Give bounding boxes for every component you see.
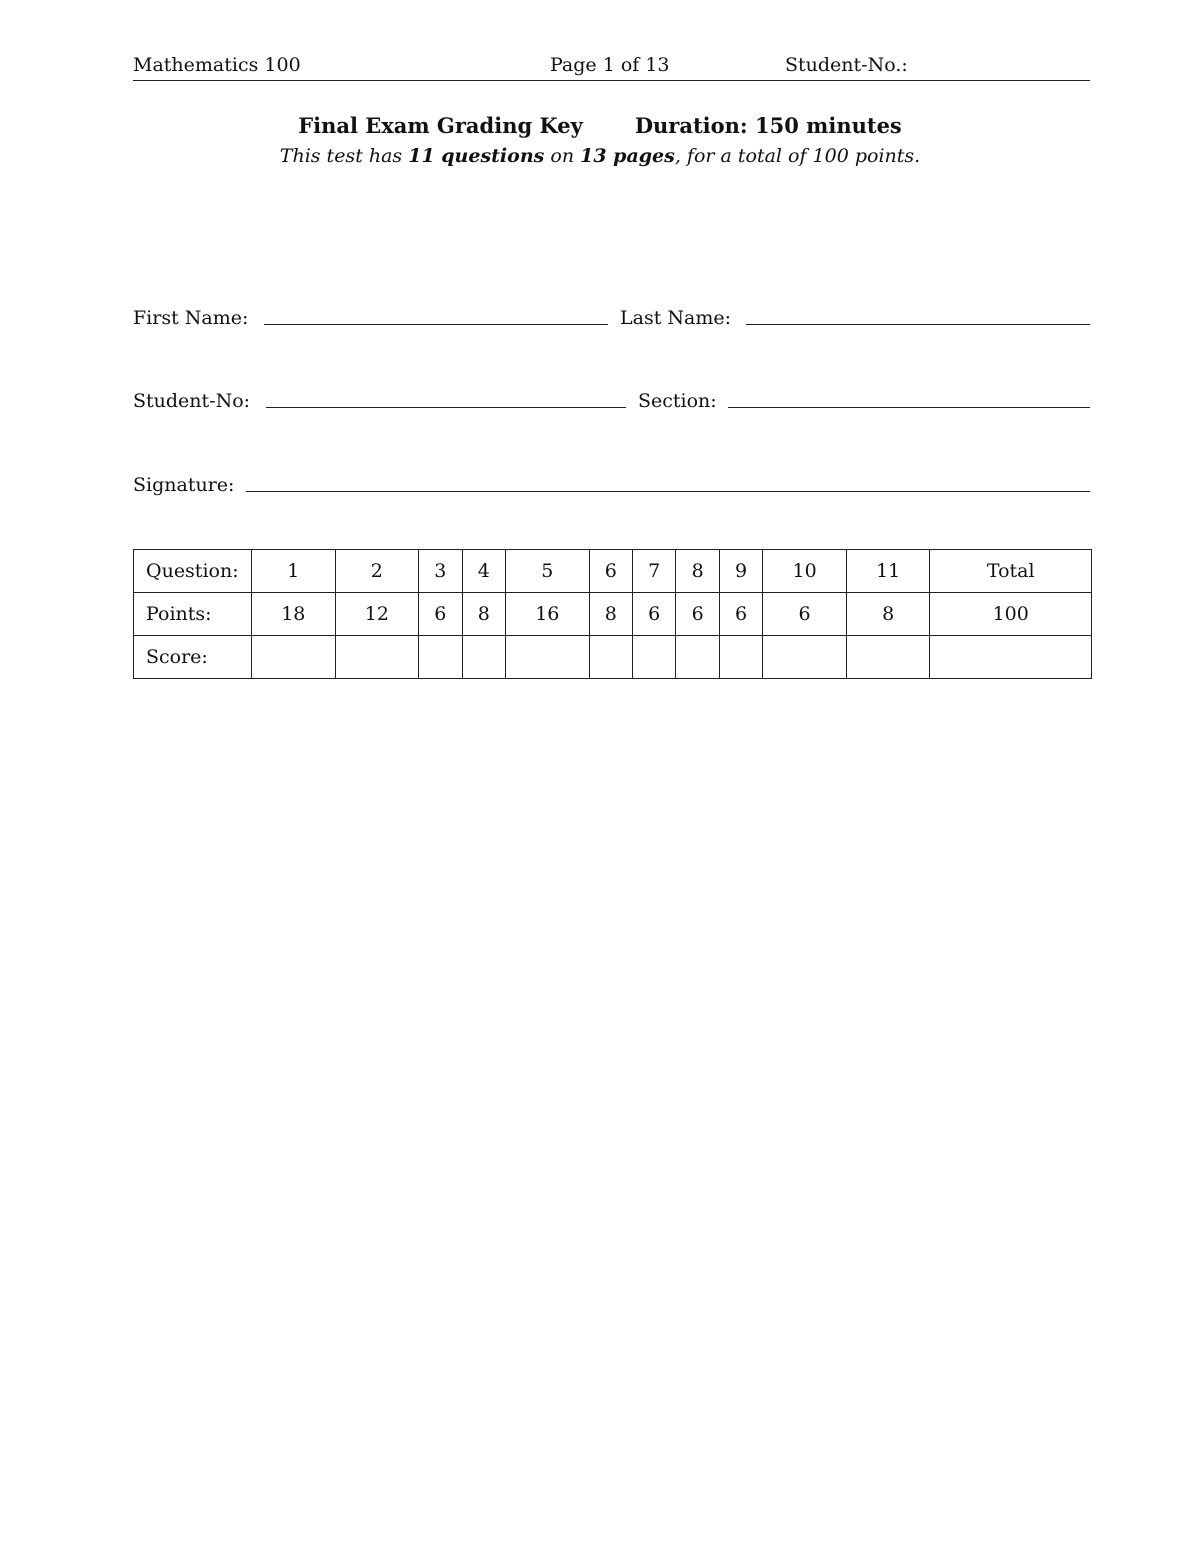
student-no-label: Student-No: [133, 390, 251, 412]
question-number-cell: 6 [589, 550, 632, 593]
exam-summary [0, 145, 1200, 167]
question-row-label: Question: [134, 550, 252, 593]
exam-duration: Duration: 150 minutes [634, 113, 902, 138]
first-name-field[interactable] [264, 324, 608, 325]
question-row [134, 550, 1092, 593]
score-cell[interactable] [419, 636, 462, 679]
signature-field[interactable] [246, 491, 1090, 492]
summary-text: This test has [279, 145, 409, 167]
points-cell: 8 [846, 593, 930, 636]
score-row [134, 636, 1092, 679]
question-number-cell: 3 [419, 550, 462, 593]
exam-name: Final Exam Grading Key [298, 113, 583, 138]
points-cell: 6 [676, 593, 719, 636]
score-table [133, 549, 1092, 679]
points-row-label: Points: [134, 593, 252, 636]
page-count: 13 pages [580, 145, 675, 167]
header-student-no-label: Student-No.: [785, 54, 908, 76]
question-number-cell: 4 [462, 550, 505, 593]
question-number-cell: 7 [633, 550, 676, 593]
student-no-field[interactable] [266, 407, 626, 408]
total-header-cell: Total [930, 550, 1092, 593]
page-indicator: Page 1 of 13 [550, 54, 670, 76]
points-cell: 6 [763, 593, 847, 636]
points-cell: 8 [462, 593, 505, 636]
summary-text: on [544, 145, 581, 167]
points-cell: 16 [506, 593, 590, 636]
score-row-label: Score: [134, 636, 252, 679]
running-header [133, 52, 1090, 81]
points-cell: 6 [719, 593, 762, 636]
score-cell[interactable] [335, 636, 419, 679]
score-cell[interactable] [719, 636, 762, 679]
exam-title [0, 113, 1200, 138]
question-number-cell: 11 [846, 550, 930, 593]
course-name: Mathematics 100 [133, 54, 301, 76]
last-name-label: Last Name: [620, 307, 731, 329]
score-cell[interactable] [846, 636, 930, 679]
signature-label: Signature: [133, 474, 235, 496]
question-count: 11 questions [408, 145, 545, 167]
score-cell[interactable] [589, 636, 632, 679]
score-cell[interactable] [462, 636, 505, 679]
points-cell: 6 [419, 593, 462, 636]
question-number-cell: 5 [506, 550, 590, 593]
points-cell: 18 [252, 593, 336, 636]
section-label: Section: [638, 390, 717, 412]
points-cell: 12 [335, 593, 419, 636]
question-number-cell: 1 [252, 550, 336, 593]
total-points-cell: 100 [930, 593, 1092, 636]
section-field[interactable] [728, 407, 1090, 408]
score-cell[interactable] [252, 636, 336, 679]
first-name-label: First Name: [133, 307, 249, 329]
score-cell[interactable] [676, 636, 719, 679]
question-number-cell: 9 [719, 550, 762, 593]
points-cell: 8 [589, 593, 632, 636]
question-number-cell: 2 [335, 550, 419, 593]
score-cell[interactable] [633, 636, 676, 679]
score-cell[interactable] [506, 636, 590, 679]
score-cell[interactable] [763, 636, 847, 679]
total-score-cell[interactable] [930, 636, 1092, 679]
points-cell: 6 [633, 593, 676, 636]
question-number-cell: 10 [763, 550, 847, 593]
summary-text: , for a total of 100 points. [674, 145, 921, 167]
last-name-field[interactable] [746, 324, 1090, 325]
points-row [134, 593, 1092, 636]
question-number-cell: 8 [676, 550, 719, 593]
